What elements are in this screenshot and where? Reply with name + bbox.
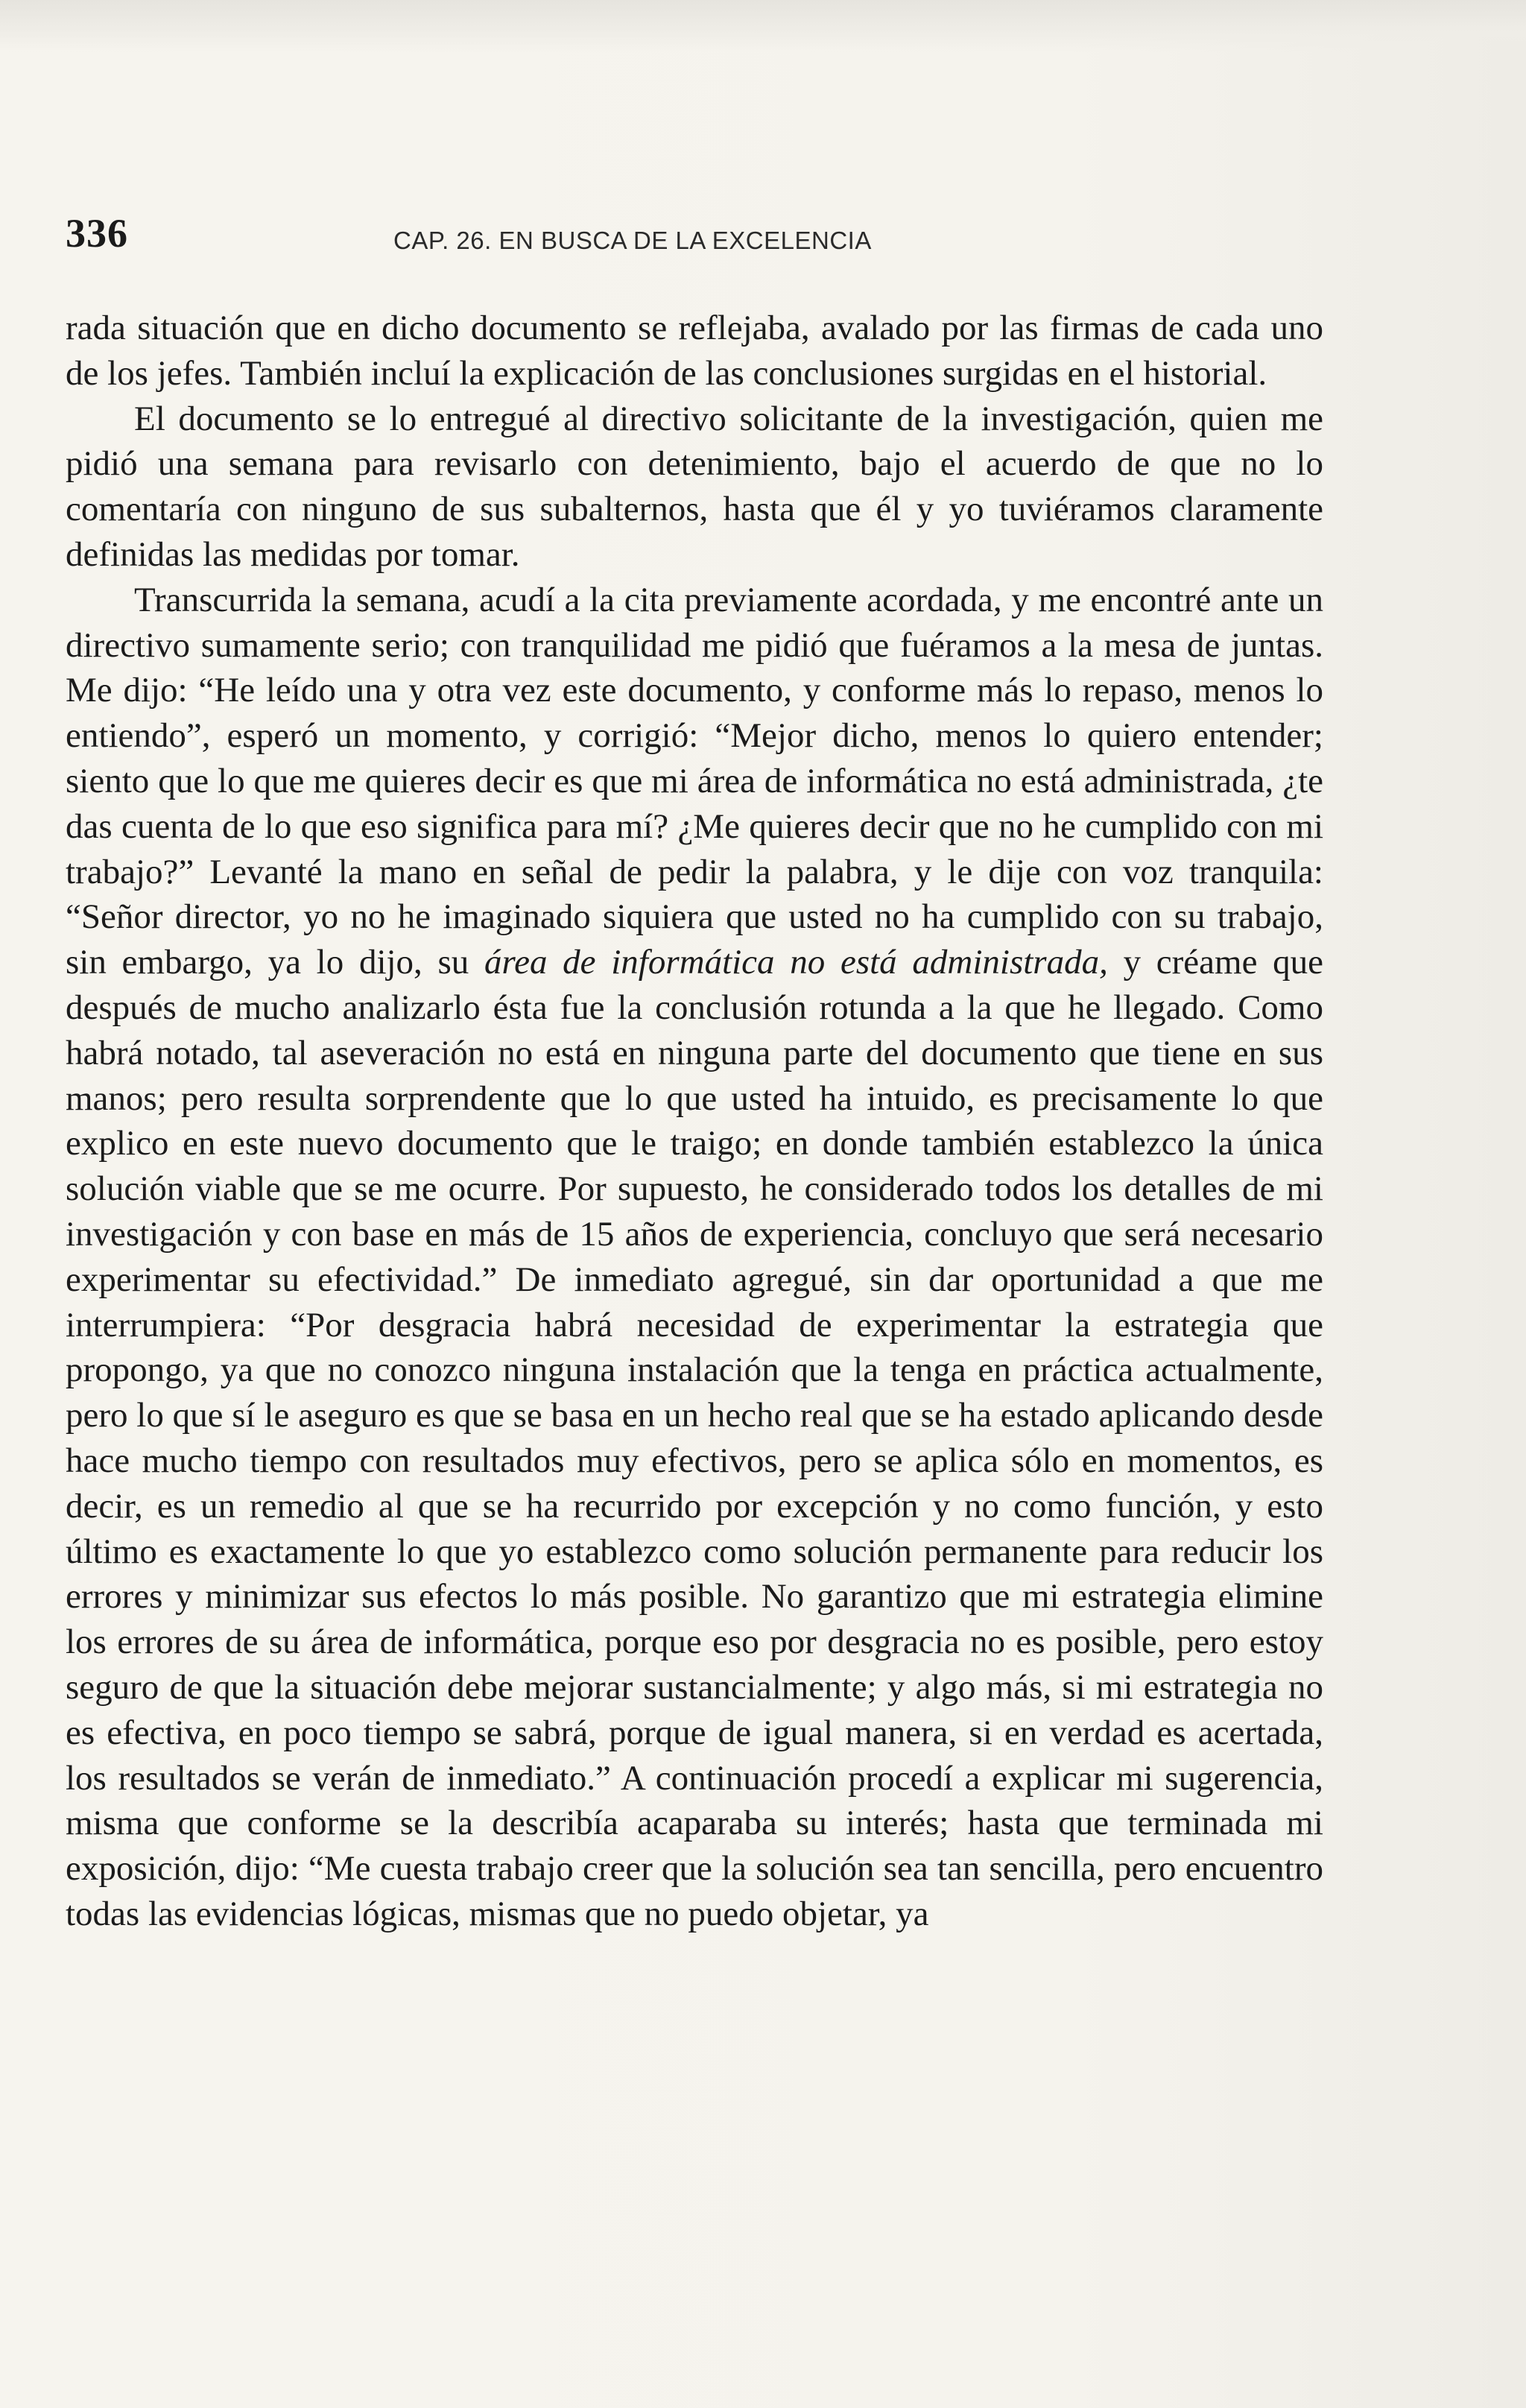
page-header [66, 210, 1332, 262]
paragraph-2: El documento se lo entregué al directivo solicitante de la investigación, quien me pidió una semana para revisarlo con detenimiento, bajo el acuerdo de que no lo comentaría con ninguno de sus subalternos, hasta que él y yo tuviéramos claramente definidas las medidas por tomar. [66, 399, 1323, 574]
italic-emphasis: área de informática no está administrada, [484, 943, 1108, 982]
paragraph-1: rada situación que en dicho documento se reflejaba, avalado por las firmas de cada uno de los jefes. También incluí la explicación de las conclusiones surgidas en el historial. [66, 309, 1323, 393]
paragraph-3-part-a: Transcurrida la semana, acudí a la cita previamente acordada, y me encontré ante un directivo sumamente serio; con tranquilidad me pidió que fuéramos a la mesa de juntas. Me dijo: “He leído una y otra vez este documento, y conforme más lo repaso, menos lo entiendo”, esperó un momento, y corrigió: “Mejor dicho, menos lo quiero entender; siento que lo que me quieres decir es que mi área de informática no está administrada, ¿te das cuenta de lo que eso significa para mí? ¿Me quieres decir que no he cumplido con mi trabajo?” Levanté la mano en señal de pedir la palabra, y le dije con voz tranquila: “Señor director, yo no he imaginado siquiera que usted no ha cumplido con su trabajo, sin embargo, ya lo dijo, su [66, 580, 1323, 982]
paragraph-3 [66, 578, 1323, 1937]
running-head: CAP. 26. EN BUSCA DE LA EXCELENCIA [393, 227, 872, 254]
body-text [66, 306, 1323, 1937]
scan-shadow [0, 0, 1526, 52]
page-number: 336 [66, 211, 128, 256]
paragraph-3-part-b: y créame que después de mucho analizarlo ésta fue la conclusión rotunda a la que he llegado. Como habrá notado, tal aseveración no está en ninguna parte del documento que tiene en sus manos; pero resulta sorprendente que lo que usted ha intuido, es precisamente lo que explico en este nuevo documento que le traigo; en donde también establezco la única solución viable que se me ocurre. Por supuesto, he considerado todos los detalles de mi investigación y con base en más de 15 años de experiencia, concluyo que será necesario experimentar su efectividad.” De inmediato agregué, sin dar oportunidad a que me interrumpiera: “Por desgracia habrá necesidad de experimentar la estrategia que propongo, ya que no conozco ninguna instalación que la tenga en práctica actualmente, pero lo que sí le aseguro es que se basa en un hecho real que se ha estado aplicando desde hace mucho tiempo con resultados muy efectivos, pero se aplica sólo en momentos, es decir, es un remedio al que se ha recurrido por excepción y no como función, y esto último es exactamente lo que yo establezco como solución permanente para reducir los errores y minimizar sus efectos lo más posible. No garantizo que mi estrategia elimine los errores de su área de informática, porque eso por desgracia no es posible, pero estoy seguro de que la situación debe mejorar sustancialmente; y algo más, si mi estrategia no es efectiva, en poco tiempo se sabrá, porque de igual manera, si en verdad es acertada, los resultados se verán de inmediato.” A continuación procedí a explicar mi sugerencia, misma que conforme se la describía acaparaba su interés; hasta que terminada mi exposición, dijo: “Me cuesta trabajo creer que la solución sea tan sencilla, pero encuentro todas las evidencias lógicas, mismas que no puedo objetar, ya [66, 943, 1323, 1933]
